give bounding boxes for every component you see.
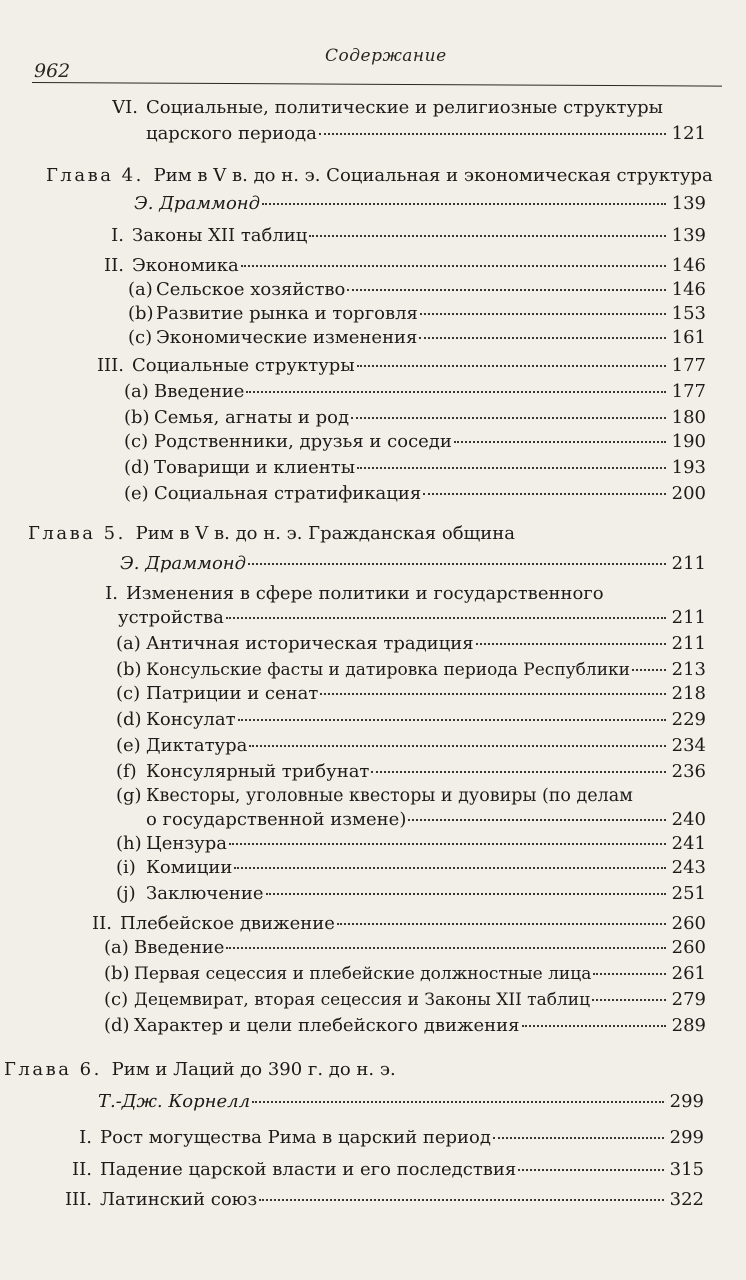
toc-page: 279 [671, 989, 706, 1010]
toc-title: Социальная стратификация [154, 483, 422, 504]
toc-letter: (c) [124, 431, 149, 452]
leader-dots [259, 1198, 663, 1201]
leader-dots [249, 744, 665, 747]
toc-entry[interactable] [82, 354, 706, 378]
toc-letter: (b) [124, 407, 150, 428]
toc-page: 299 [669, 1091, 704, 1112]
toc-subentry[interactable] [116, 882, 706, 906]
leader-dots [357, 466, 666, 469]
toc-entry[interactable] [46, 1188, 704, 1212]
leader-dots [522, 1024, 666, 1027]
leader-dots [592, 998, 666, 1001]
toc-page: 289 [671, 1015, 706, 1036]
leader-dots [420, 312, 666, 315]
toc-title: Диктатура [146, 735, 248, 756]
toc-number: I. [111, 225, 124, 246]
toc-letter: (d) [104, 1015, 130, 1036]
chapter-author[interactable] [134, 192, 706, 216]
toc-title: Родственники, друзья и соседи [154, 431, 452, 452]
toc-title: царского периода [146, 123, 317, 144]
toc-page: 261 [671, 963, 706, 984]
chapter-heading[interactable] [46, 164, 713, 188]
toc-subentry[interactable] [124, 380, 706, 404]
toc-title: Античная историческая традиция [146, 633, 474, 654]
leader-dots [593, 972, 665, 975]
toc-page: 146 [671, 255, 706, 276]
toc-letter: (a) [128, 279, 153, 300]
author-name: Э. Драммонд [134, 193, 261, 214]
leader-dots [371, 770, 665, 773]
toc-subentry[interactable] [116, 658, 706, 682]
toc-title: Цензура [146, 833, 228, 854]
toc-subentry[interactable] [146, 808, 706, 832]
leader-dots [337, 922, 666, 925]
toc-title: Консулат [146, 709, 236, 730]
leader-dots [229, 842, 666, 845]
toc-title: Латинский союз [100, 1189, 258, 1210]
leader-dots [262, 202, 666, 205]
toc-subentry[interactable] [128, 302, 706, 326]
toc-subentry[interactable] [128, 278, 706, 302]
toc-letter: (h) [116, 833, 142, 854]
toc-title: Товарищи и клиенты [154, 457, 356, 478]
toc-page: 139 [671, 193, 706, 214]
toc-page: 251 [671, 883, 706, 904]
running-title: Содержание [325, 46, 447, 66]
leader-dots [518, 1168, 663, 1171]
leader-dots [234, 866, 665, 869]
leader-dots [252, 1100, 664, 1103]
chapter-label: Глава 6. [4, 1059, 102, 1080]
toc-title: Сельское хозяйство [156, 279, 346, 300]
toc-title: Введение [134, 937, 225, 958]
toc-page: 236 [671, 761, 706, 782]
toc-number: I. [105, 583, 118, 604]
leader-dots [476, 642, 666, 645]
leader-dots [241, 264, 666, 267]
leader-dots [319, 132, 666, 135]
leader-dots [493, 1136, 664, 1139]
toc-subentry[interactable] [116, 632, 706, 656]
leader-dots [454, 440, 666, 443]
leader-dots [408, 818, 665, 821]
toc-letter: (e) [116, 735, 141, 756]
toc-title: Экономика [132, 255, 239, 276]
toc-letter: (i) [116, 857, 136, 878]
author-name: Э. Драммонд [120, 553, 247, 574]
toc-entry[interactable] [98, 96, 663, 120]
toc-page: 213 [671, 659, 706, 680]
toc-letter: (g) [116, 785, 142, 806]
toc-page: 146 [671, 279, 706, 300]
toc-title: Введение [154, 381, 245, 402]
leader-dots [357, 364, 666, 367]
toc-subentry[interactable] [104, 936, 706, 960]
chapter-title: Рим в V в. до н. э. Гражданская община [135, 523, 515, 544]
toc-entry[interactable] [46, 1158, 704, 1182]
toc-subentry[interactable] [116, 784, 633, 808]
toc-page: 190 [671, 431, 706, 452]
chapter-title: Рим в V в. до н. э. Социальная и экономическая структура [153, 165, 713, 186]
toc-number: II. [92, 913, 112, 934]
toc-page: 243 [671, 857, 706, 878]
toc-letter: (f) [116, 761, 137, 782]
toc-letter: (j) [116, 883, 136, 904]
leader-dots [347, 288, 665, 291]
toc-title: Социальные структуры [132, 355, 355, 376]
toc-letter: (a) [104, 937, 129, 958]
toc-title: Законы XII таблиц [132, 225, 308, 246]
toc-letter: (c) [128, 327, 153, 348]
toc-title: Первая сецессия и плебейские должностные лица [134, 964, 592, 984]
leader-dots [238, 718, 666, 721]
toc-page: 180 [671, 407, 706, 428]
toc-page: 229 [671, 709, 706, 730]
chapter-author[interactable] [120, 552, 706, 576]
toc-letter: (b) [116, 659, 142, 680]
leader-dots [632, 668, 666, 671]
toc-entry[interactable] [90, 582, 604, 606]
toc-subentry[interactable] [116, 832, 706, 856]
toc-page: 139 [671, 225, 706, 246]
chapter-author[interactable] [98, 1090, 704, 1114]
toc-title: Падение царской власти и его последствия [100, 1159, 517, 1180]
toc-title: устройства [118, 607, 224, 628]
toc-entry[interactable] [88, 224, 706, 248]
toc-entry[interactable] [118, 606, 706, 630]
toc-title: Заключение [146, 883, 264, 904]
toc-subentry[interactable] [116, 682, 706, 706]
toc-title: Экономические изменения [156, 327, 418, 348]
page-number: 962 [34, 60, 71, 82]
toc-page: 315 [669, 1159, 704, 1180]
leader-dots [309, 234, 665, 237]
toc-subentry[interactable] [104, 962, 706, 986]
toc-letter: (a) [116, 633, 141, 654]
toc-page: 200 [671, 483, 706, 504]
toc-number: II. [72, 1159, 92, 1180]
toc-letter: (b) [128, 303, 154, 324]
toc-page: 211 [671, 633, 706, 654]
chapter-title: Рим и Лаций до 390 г. до н. э. [111, 1059, 396, 1080]
chapter-label: Глава 4. [46, 165, 144, 186]
toc-page: 153 [671, 303, 706, 324]
toc-subentry[interactable] [128, 326, 706, 350]
toc-letter: (d) [116, 709, 142, 730]
leader-dots [226, 946, 665, 949]
toc-subentry[interactable] [124, 456, 706, 480]
toc-subentry[interactable] [124, 430, 706, 454]
toc-subentry[interactable] [116, 856, 706, 880]
toc-title: Развитие рынка и торговля [156, 303, 418, 324]
toc-number: III. [96, 355, 124, 376]
toc-page: 177 [671, 355, 706, 376]
toc-page: 193 [671, 457, 706, 478]
toc-page: 260 [671, 913, 706, 934]
toc-page: 177 [671, 381, 706, 402]
author-name: Т.-Дж. Корнелл [98, 1091, 251, 1112]
leader-dots [423, 492, 665, 495]
toc-entry[interactable] [88, 254, 706, 278]
leader-dots [266, 892, 666, 895]
toc-letter: (e) [124, 483, 149, 504]
toc-title: Семья, агнаты и род [154, 407, 350, 428]
toc-title: Патриции и сенат [146, 683, 319, 704]
toc-subentry[interactable] [104, 988, 706, 1012]
toc-title: Плебейское движение [120, 913, 335, 934]
toc-letter: (b) [104, 963, 130, 984]
toc-title: Комиции [146, 857, 233, 878]
toc-number: I. [79, 1127, 92, 1148]
toc-page: 234 [671, 735, 706, 756]
toc-page: 218 [671, 683, 706, 704]
toc-title: о государственной измене) [146, 809, 407, 830]
toc-page: 211 [671, 553, 706, 574]
toc-subentry[interactable] [116, 760, 706, 784]
toc-number: VI. [112, 97, 138, 118]
toc-letter: (c) [116, 683, 141, 704]
toc-title: Консулярный трибунат [146, 761, 370, 782]
toc-title: Характер и цели плебейского движения [134, 1015, 520, 1036]
toc-page: 240 [671, 809, 706, 830]
toc-page: 211 [671, 607, 706, 628]
chapter-heading[interactable] [4, 1058, 396, 1082]
toc-number: II. [104, 255, 124, 276]
toc-entry[interactable] [46, 1126, 704, 1150]
toc-number: III. [64, 1189, 92, 1210]
leader-dots [246, 390, 665, 393]
toc-entry[interactable] [72, 912, 706, 936]
toc-letter: (d) [124, 457, 150, 478]
toc-subentry[interactable] [104, 1014, 706, 1038]
toc-page: 121 [671, 123, 706, 144]
leader-dots [419, 336, 665, 339]
toc-title: Консульские фасты и датировка периода Республики [146, 660, 630, 680]
toc-page: 241 [671, 833, 706, 854]
toc-page: 260 [671, 937, 706, 958]
chapter-heading[interactable] [28, 522, 515, 546]
leader-dots [351, 416, 666, 419]
toc-subentry[interactable] [124, 406, 706, 430]
toc-page: 161 [671, 327, 706, 348]
toc-subentry[interactable] [116, 708, 706, 732]
toc-page: 299 [669, 1127, 704, 1148]
toc-page: 322 [669, 1189, 704, 1210]
toc-title: Децемвират, вторая сецессия и Законы XII таблиц [134, 990, 591, 1010]
toc-subentry[interactable] [116, 734, 706, 758]
toc-title: Социальные, политические и религиозные структуры [146, 97, 663, 118]
toc-subentry[interactable] [124, 482, 706, 506]
toc-title: Изменения в сфере политики и государственного [126, 583, 604, 604]
toc-entry[interactable] [146, 122, 706, 146]
leader-dots [248, 562, 666, 565]
toc-letter: (c) [104, 989, 129, 1010]
toc-letter: (a) [124, 381, 149, 402]
toc-title: Рост могущества Рима в царский период [100, 1127, 491, 1148]
chapter-label: Глава 5. [28, 523, 126, 544]
leader-dots [226, 616, 666, 619]
toc-title: Квесторы, уголовные квесторы и дуовиры (по делам [146, 786, 633, 806]
leader-dots [320, 692, 665, 695]
